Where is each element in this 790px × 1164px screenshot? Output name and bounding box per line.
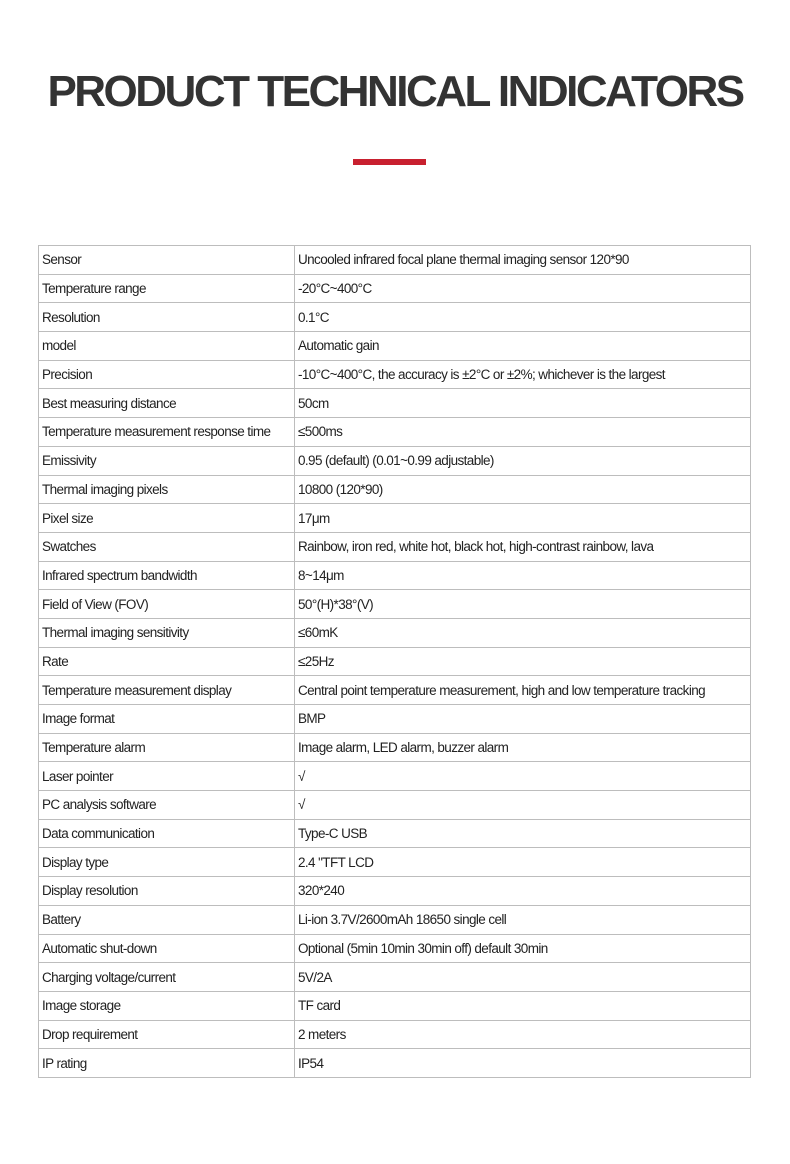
spec-row: [39, 590, 751, 619]
spec-row: [39, 274, 751, 303]
spec-row: [39, 618, 751, 647]
spec-label: Laser pointer: [39, 762, 295, 791]
spec-row: [39, 446, 751, 475]
spec-label: Charging voltage/current: [39, 963, 295, 992]
spec-label: Display resolution: [39, 877, 295, 906]
spec-label: Data communication: [39, 819, 295, 848]
spec-row: [39, 762, 751, 791]
spec-table: [38, 245, 751, 1078]
spec-label: Thermal imaging pixels: [39, 475, 295, 504]
spec-label: Swatches: [39, 532, 295, 561]
spec-value: BMP: [295, 705, 751, 734]
spec-row: [39, 1049, 751, 1078]
spec-value: 50°(H)*38°(V): [295, 590, 751, 619]
spec-label: Field of View (FOV): [39, 590, 295, 619]
spec-row: [39, 791, 751, 820]
spec-row: [39, 963, 751, 992]
spec-row: [39, 475, 751, 504]
spec-row: [39, 360, 751, 389]
spec-value: Optional (5min 10min 30min off) default 30min: [295, 934, 751, 963]
spec-value: 0.1°C: [295, 303, 751, 332]
spec-label: Precision: [39, 360, 295, 389]
spec-row: [39, 647, 751, 676]
spec-value: 8~14μm: [295, 561, 751, 590]
spec-value: 320*240: [295, 877, 751, 906]
spec-value: √: [295, 762, 751, 791]
spec-value: ≤500ms: [295, 418, 751, 447]
spec-label: Temperature measurement display: [39, 676, 295, 705]
spec-value: IP54: [295, 1049, 751, 1078]
spec-row: [39, 705, 751, 734]
spec-row: [39, 561, 751, 590]
spec-label: Sensor: [39, 246, 295, 275]
spec-value: Uncooled infrared focal plane thermal imaging sensor 120*90: [295, 246, 751, 275]
spec-label: Drop requirement: [39, 1020, 295, 1049]
spec-table-body: [39, 246, 751, 1078]
spec-label: IP rating: [39, 1049, 295, 1078]
spec-value: TF card: [295, 991, 751, 1020]
spec-row: [39, 303, 751, 332]
page-title: PRODUCT TECHNICAL INDICATORS: [47, 67, 743, 116]
spec-label: PC analysis software: [39, 791, 295, 820]
spec-value: 2 meters: [295, 1020, 751, 1049]
spec-row: [39, 504, 751, 533]
spec-value: √: [295, 791, 751, 820]
spec-row: [39, 246, 751, 275]
spec-row: [39, 905, 751, 934]
spec-value: 0.95 (default) (0.01~0.99 adjustable): [295, 446, 751, 475]
spec-value: Automatic gain: [295, 332, 751, 361]
spec-label: Image storage: [39, 991, 295, 1020]
spec-value: 2.4 "TFT LCD: [295, 848, 751, 877]
spec-row: [39, 819, 751, 848]
spec-row: [39, 991, 751, 1020]
spec-row: [39, 332, 751, 361]
spec-row: [39, 418, 751, 447]
spec-label: Resolution: [39, 303, 295, 332]
spec-value: 10800 (120*90): [295, 475, 751, 504]
spec-label: Rate: [39, 647, 295, 676]
spec-value: 17μm: [295, 504, 751, 533]
spec-value: Type-C USB: [295, 819, 751, 848]
spec-row: [39, 389, 751, 418]
spec-row: [39, 532, 751, 561]
spec-value: 50cm: [295, 389, 751, 418]
spec-value: ≤25Hz: [295, 647, 751, 676]
spec-value: Image alarm, LED alarm, buzzer alarm: [295, 733, 751, 762]
spec-row: [39, 1020, 751, 1049]
spec-label: Temperature measurement response time: [39, 418, 295, 447]
spec-label: Temperature alarm: [39, 733, 295, 762]
spec-label: Image format: [39, 705, 295, 734]
spec-value: ≤60mK: [295, 618, 751, 647]
spec-value: Central point temperature measurement, high and low temperature tracking: [295, 676, 751, 705]
spec-value: 5V/2A: [295, 963, 751, 992]
spec-value: Li-ion 3.7V/2600mAh 18650 single cell: [295, 905, 751, 934]
spec-label: Display type: [39, 848, 295, 877]
spec-value: -10°C~400°C, the accuracy is ±2°C or ±2%; whichever is the largest: [295, 360, 751, 389]
spec-label: Battery: [39, 905, 295, 934]
spec-row: [39, 676, 751, 705]
spec-label: Emissivity: [39, 446, 295, 475]
spec-label: Automatic shut-down: [39, 934, 295, 963]
spec-label: Infrared spectrum bandwidth: [39, 561, 295, 590]
spec-row: [39, 877, 751, 906]
spec-label: Pixel size: [39, 504, 295, 533]
title-accent-bar: [353, 159, 426, 165]
spec-row: [39, 848, 751, 877]
spec-row: [39, 934, 751, 963]
spec-label: Thermal imaging sensitivity: [39, 618, 295, 647]
spec-label: Temperature range: [39, 274, 295, 303]
spec-row: [39, 733, 751, 762]
spec-label: Best measuring distance: [39, 389, 295, 418]
spec-value: -20°C~400°C: [295, 274, 751, 303]
spec-label: model: [39, 332, 295, 361]
spec-value: Rainbow, iron red, white hot, black hot, high-contrast rainbow, lava: [295, 532, 751, 561]
